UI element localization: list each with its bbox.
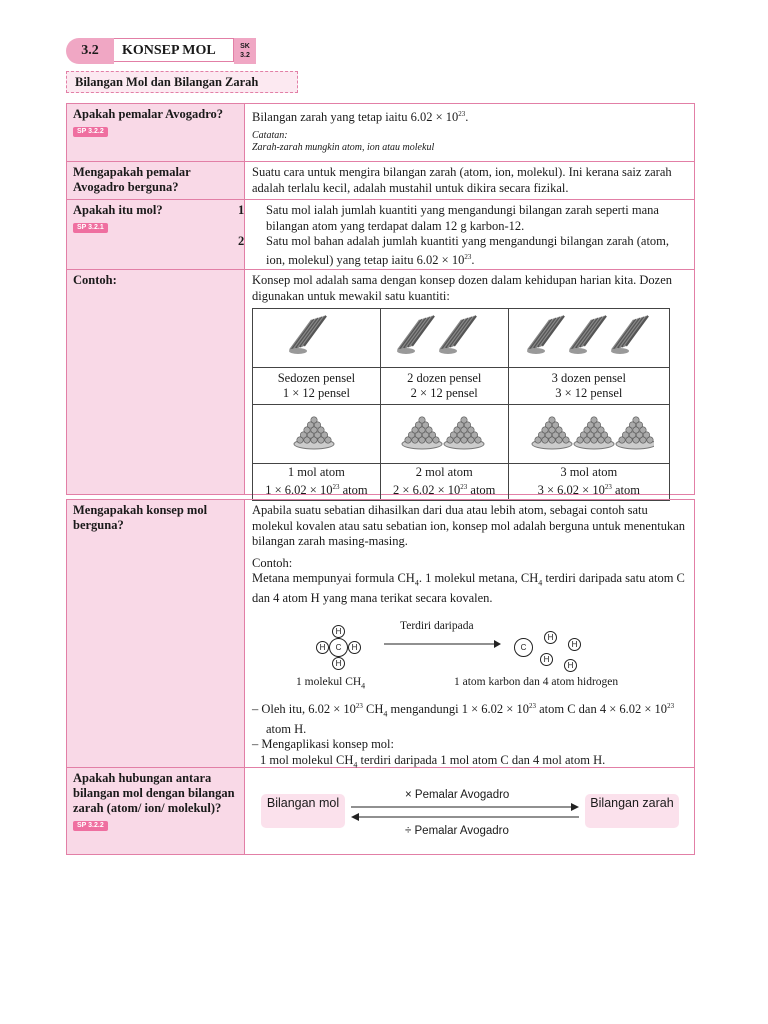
sk-badge <box>234 38 256 64</box>
pencil-icon <box>286 314 346 358</box>
section-header <box>66 38 264 64</box>
arrow-label: Terdiri daripada <box>400 619 474 632</box>
hydrogen-atom: H <box>332 657 345 670</box>
pencil-label-3: 3 dozen pensel 3 × 12 pensel <box>508 368 669 405</box>
carbon-atom: C <box>329 638 348 657</box>
pencil-label-1: Sedozen pensel 1 × 12 pensel <box>253 368 381 405</box>
hydrogen-atom: H <box>316 641 329 654</box>
pencil-bundle-1 <box>253 309 381 368</box>
example-intro: Konsep mol adalah sama dengan konsep dozen dalam kehidupan harian kita. Dozen digunakan untuk mewakil satu kuantiti: <box>252 273 673 303</box>
atom-label-1: 1 mol atom $1 \times 6.02 \times 10^{23}$ atom <box>253 464 381 501</box>
sp-tag: SP 3.2.2 <box>73 127 108 137</box>
atom-pile-1 <box>253 405 381 464</box>
methane-description: Metana mempunyai formula $CH_4$. 1 molekul metana, $CH_4$ terdiri daripada satu atom C dan 4 atom H yang mana terikat secara kovalen. <box>252 571 685 605</box>
particle-count-box: Bilangan zarah <box>585 794 679 828</box>
answer-avogadro: Bilangan zarah yang tetap iaitu $6.02 \times 10^{23}$. <box>252 110 469 125</box>
methane-caption: 1 molekul $CH_4$ <box>296 675 366 690</box>
pencil-bundle-2 <box>380 309 508 368</box>
question-mol: Apakah itu mol? <box>73 203 163 217</box>
sk-badge-line1: SK <box>240 43 250 50</box>
atoms-caption: 1 atom karbon dan 4 atom hidrogen <box>454 675 619 688</box>
answer-concept: Apabila suatu sebatian dihasilkan dari dua atau lebih atom, sebagai contoh satu molekul kovalen atau satu sebatian ion, konsep mol adalah berguna untuk menentukan bilangan zarah masing-masing. <box>252 503 685 548</box>
pencil-bundle-3 <box>508 309 669 368</box>
table-row-relation <box>67 768 694 854</box>
sp-tag: SP 3.2.2 <box>73 821 108 831</box>
atom-label-2: 2 mol atom $2 \times 6.02 \times 10^{23}$ atom <box>380 464 508 501</box>
conclusion-bullet-1: – Oleh itu, $6.02 \times 10^{23}$ $CH_4$ mengandungi $1 \times 6.02 \times 10^{23}$ atom C dan $4 \times 6.02 \times 10^{23}$ atom H. <box>252 701 675 736</box>
double-arrow-icon <box>349 803 581 821</box>
table-row-concept <box>67 500 694 768</box>
example-title: Contoh: <box>252 555 293 570</box>
sp-tag: SP 3.2.1 <box>73 223 108 233</box>
atom-pile-2 <box>380 405 508 464</box>
conclusion-bullet-2: – Mengaplikasi konsep mol: <box>252 737 394 752</box>
sk-badge-line2: 3.2 <box>240 52 250 59</box>
pencil-icon <box>524 314 654 358</box>
question-relation: Apakah hubungan antara bilangan mol dengan bilangan zarah (atom/ ion/ molekul)? <box>73 771 235 815</box>
mol-count-box: Bilangan mol <box>261 794 345 828</box>
atom-pile-icon <box>524 410 654 454</box>
table-row-useful <box>67 162 694 200</box>
arrow-right-icon <box>382 639 502 649</box>
methane-diagram <box>252 607 687 675</box>
question-avogadro: Apakah pemalar Avogadro? <box>73 107 224 121</box>
atom-pile-3 <box>508 405 669 464</box>
multiply-avogadro-label: × Pemalar Avogadro <box>405 789 510 801</box>
table-row-mol <box>67 200 694 270</box>
diagram-captions <box>252 675 687 693</box>
atom-label-3: 3 mol atom $3 \times 6.02 \times 10^{23}$ atom <box>508 464 669 501</box>
section-title: KONSEP MOL <box>114 38 234 62</box>
question-example: Contoh: <box>67 270 245 494</box>
note-title: Catatan: <box>252 129 288 141</box>
hydrogen-atom: H <box>564 659 577 672</box>
carbon-atom: C <box>514 638 533 657</box>
atom-pile-icon <box>394 410 494 454</box>
question-concept: Mengapakah konsep mol berguna? <box>67 500 245 767</box>
table-row-avogadro <box>67 104 694 162</box>
mol-definition-1: 1 Satu mol ialah jumlah kuantiti yang mengandungi bilangan zarah seperti mana bilangan atom yang terdapat dalam 12 g karbon-12. <box>238 203 659 233</box>
mol-definition-2: 2 Satu mol bahan adalah jumlah kuantiti yang mengandungi bilangan zarah (atom, ion, molekul) yang tetap iaitu $6.02 \times 10^{23}$. <box>238 234 670 267</box>
section-number: 3.2 <box>66 38 114 64</box>
pencil-icon <box>394 314 494 358</box>
pencil-label-2: 2 dozen pensel 2 × 12 pensel <box>380 368 508 405</box>
divide-avogadro-label: ÷ Pemalar Avogadro <box>405 825 509 837</box>
hydrogen-atom: H <box>544 631 557 644</box>
hydrogen-atom: H <box>348 641 361 654</box>
table-row-example <box>67 270 694 498</box>
answer-useful: Suatu cara untuk mengira bilangan zarah (atom, ion, molekul). Ini kerana saiz zarah adalah terlalu kecil, adalah mustahil untuk dikira secara fizikal. <box>252 165 672 195</box>
table-mol-concepts <box>66 103 695 498</box>
question-useful: Mengapakah pemalar Avogadro berguna? <box>67 162 245 199</box>
table-mol-application <box>66 499 695 855</box>
subsection-title: Bilangan Mol dan Bilangan Zarah <box>66 71 298 93</box>
hydrogen-atom: H <box>540 653 553 666</box>
hydrogen-atom: H <box>568 638 581 651</box>
atom-pile-icon <box>286 410 346 454</box>
note-text: Zarah-zarah mungkin atom, ion atau molekul <box>252 141 435 153</box>
hydrogen-atom: H <box>332 625 345 638</box>
conclusion-statement: 1 mol molekul $CH_4$ terdiri daripada 1 mol atom C dan 4 mol atom H. <box>260 752 606 770</box>
dozen-mol-grid <box>252 308 670 501</box>
